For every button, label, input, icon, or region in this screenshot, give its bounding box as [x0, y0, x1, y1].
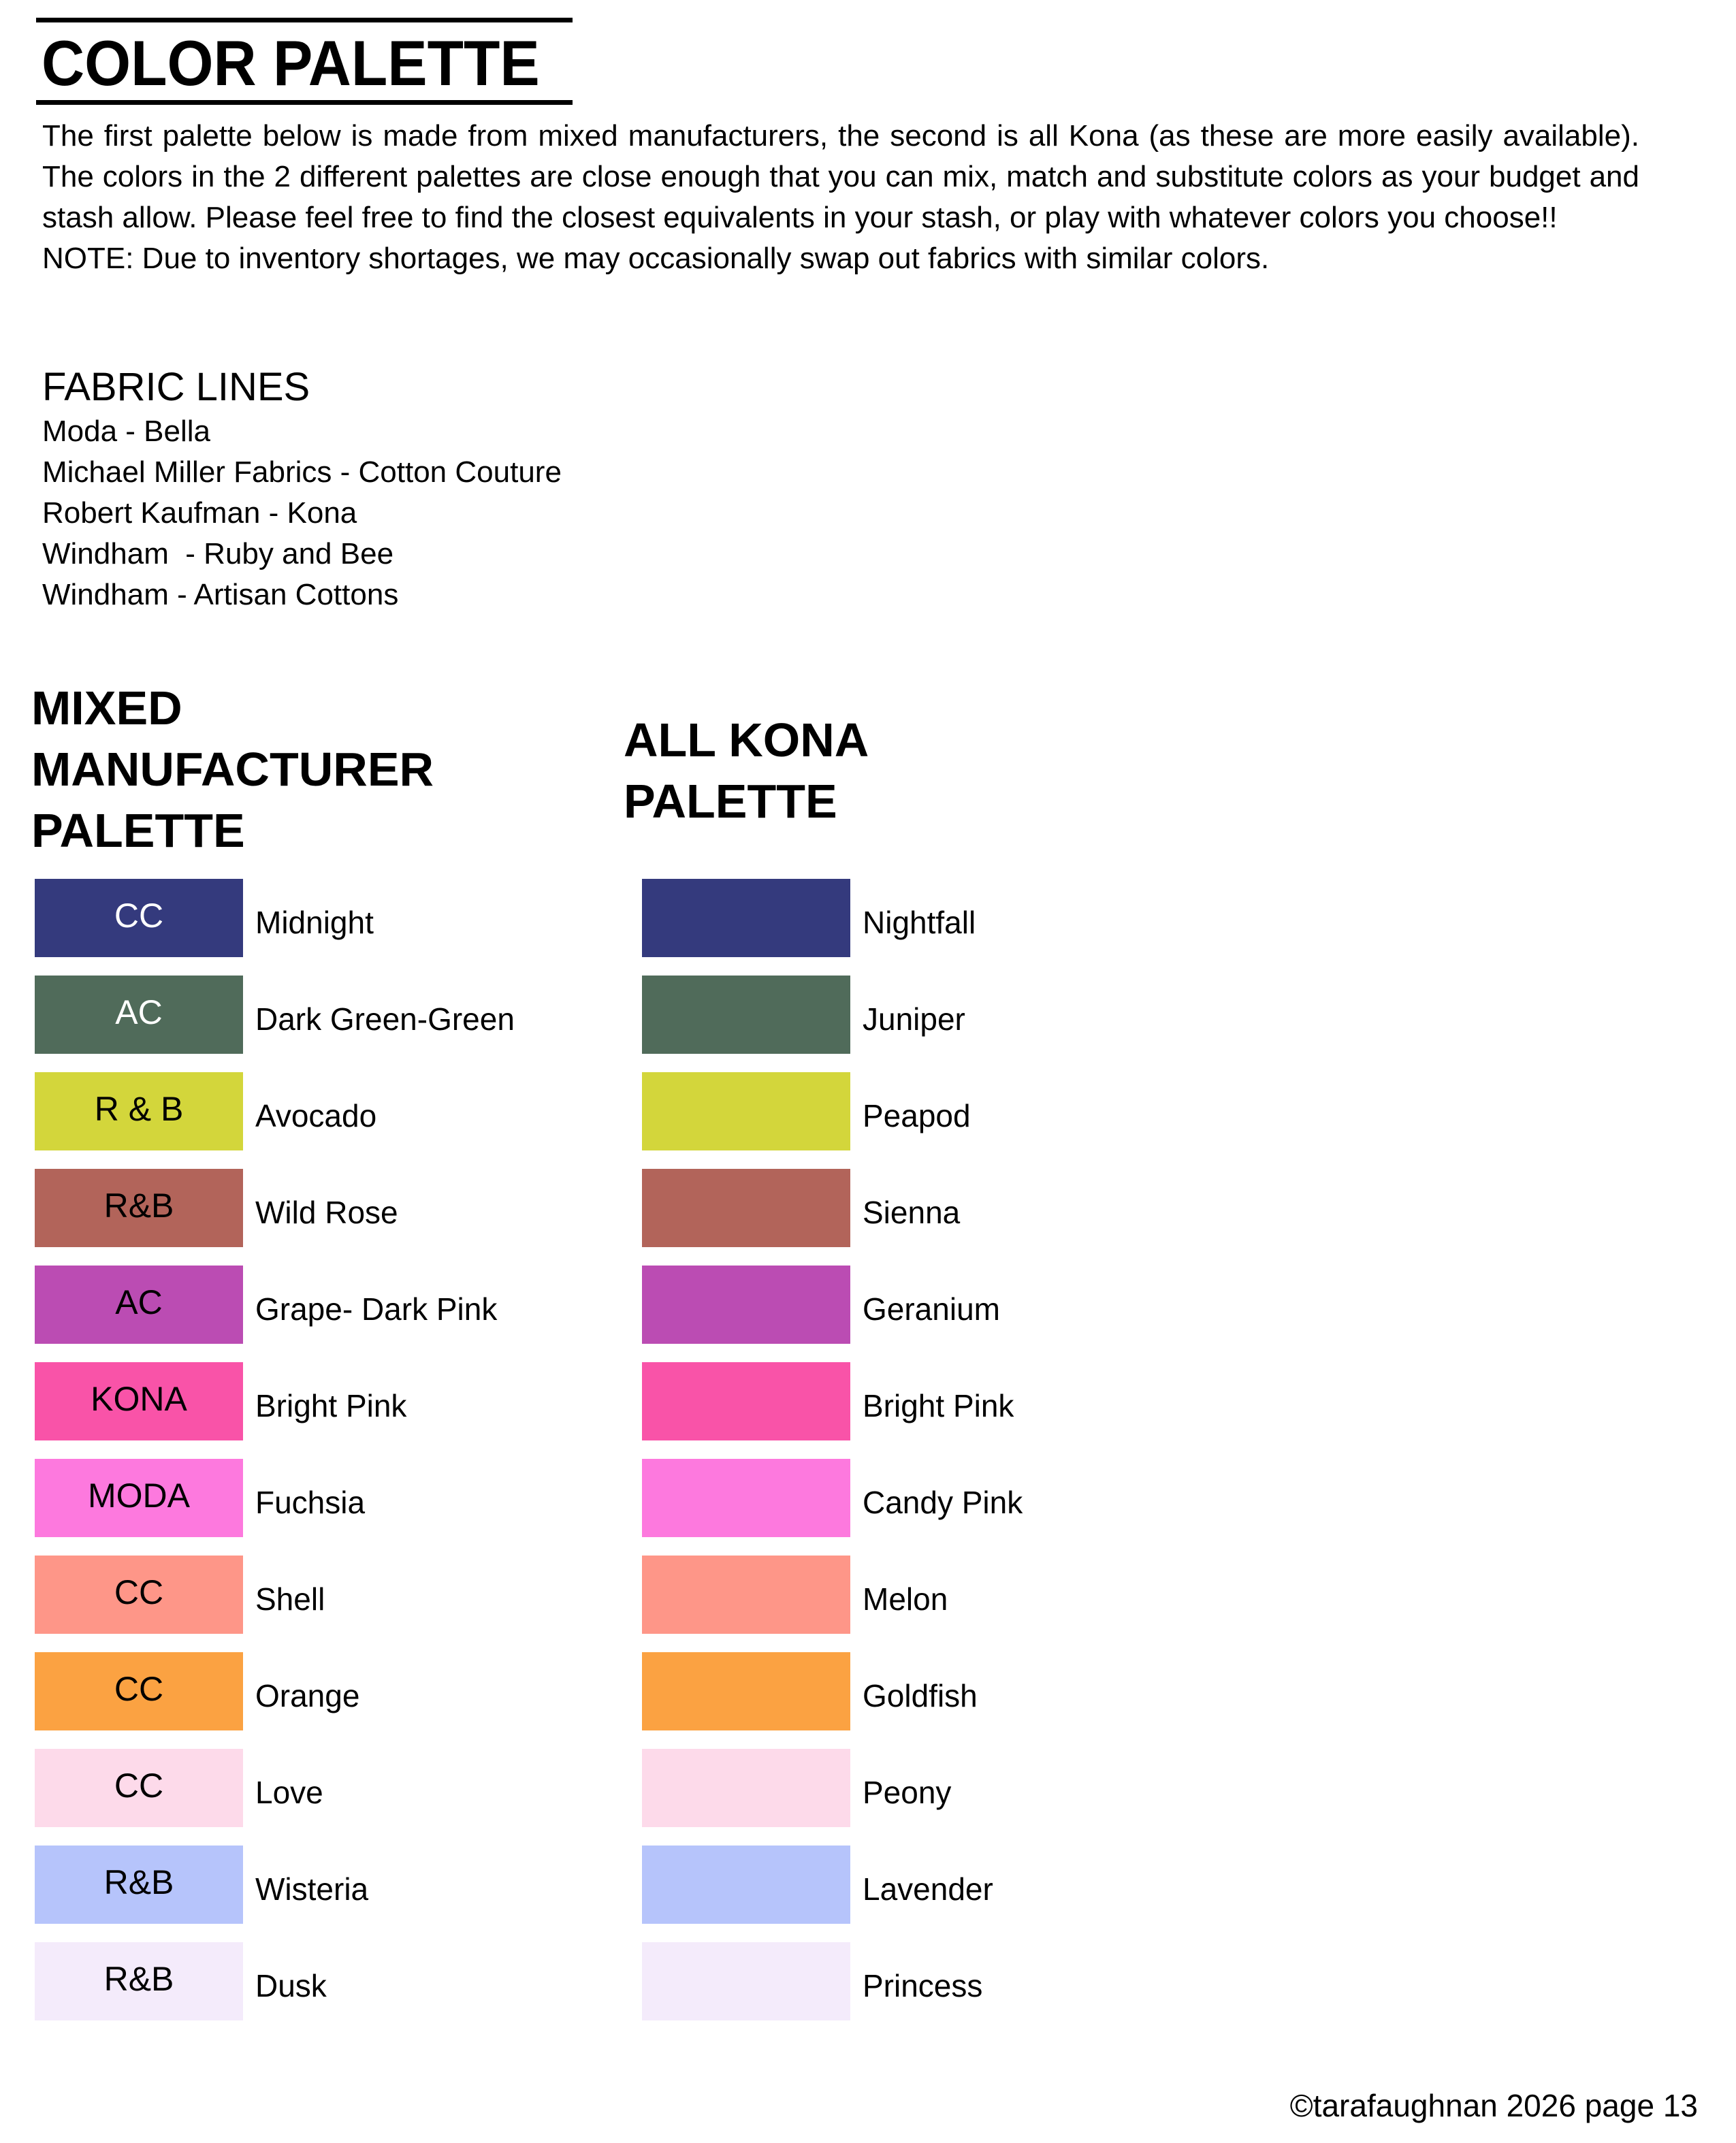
heading-line: MIXED [31, 681, 182, 735]
color-name: Peapod [863, 1097, 971, 1133]
swatch-row [35, 1749, 323, 1827]
color-swatch [35, 1266, 243, 1344]
swatch-row [35, 879, 374, 957]
swatch-row [35, 1556, 325, 1634]
fabric-line-item: Windham - Artisan Cottons [42, 578, 399, 611]
color-name: Melon [863, 1581, 948, 1617]
color-name: Lavender [863, 1871, 993, 1907]
intro-paragraph: The first palette below is made from mixed manufacturers, the second is all Kona (as these are more easily available). The colors in the 2 different palettes are close enough that you can mix, match and substitute colors as your budget and stash allow. Please feel free to find the closest equivalents in your stash, or play with whatever colors you choose!! [42, 119, 1639, 234]
color-swatch [642, 1362, 850, 1440]
color-swatch [35, 1846, 243, 1924]
color-swatch [35, 1749, 243, 1827]
color-name: Goldfish [863, 1677, 978, 1713]
intro-text [42, 116, 1639, 279]
color-name: Juniper [863, 1001, 965, 1037]
color-swatch [642, 1266, 850, 1344]
color-name: Wisteria [255, 1871, 369, 1907]
swatch-row [642, 1072, 971, 1150]
swatch-row [642, 1749, 951, 1827]
color-name: Shell [255, 1581, 325, 1617]
swatch-row [35, 1942, 327, 2020]
color-swatch [642, 1749, 850, 1827]
heading-line: MANUFACTURER [31, 743, 434, 796]
swatch-row [35, 976, 515, 1054]
color-name: Dusk [255, 1967, 327, 2003]
color-swatch [642, 1846, 850, 1924]
manufacturer-code: CC [114, 896, 164, 935]
color-swatch [35, 1942, 243, 2020]
color-swatch [35, 1362, 243, 1440]
color-name: Bright Pink [863, 1387, 1014, 1423]
fabric-line-item: Robert Kaufman - Kona [42, 496, 357, 530]
mixed-palette-heading [31, 677, 434, 861]
color-name: Nightfall [863, 904, 976, 940]
color-swatch [642, 976, 850, 1054]
color-name: Dark Green-Green [255, 1001, 515, 1037]
swatch-row [35, 1362, 406, 1440]
page-title: COLOR PALETTE [42, 27, 540, 99]
color-swatch [642, 1942, 850, 2020]
page-footer: ©tarafaughnan 2026 page 13 [1289, 2088, 1698, 2123]
swatch-row [642, 1652, 978, 1730]
swatch-row [35, 1169, 398, 1247]
color-swatch [642, 1556, 850, 1634]
manufacturer-code: CC [114, 1766, 164, 1805]
swatch-row [35, 1652, 359, 1730]
heading-line: ALL KONA [624, 713, 869, 767]
swatch-row [642, 1266, 1000, 1344]
manufacturer-code: KONA [91, 1379, 187, 1418]
fabric-line-item: Michael Miller Fabrics - Cotton Couture [42, 455, 562, 489]
color-name: Wild Rose [255, 1194, 398, 1230]
color-name: Avocado [255, 1097, 377, 1133]
swatch-row [642, 1459, 1023, 1537]
color-swatch [35, 879, 243, 957]
swatch-row [642, 1556, 948, 1634]
color-swatch [642, 1072, 850, 1150]
color-name: Princess [863, 1967, 983, 2003]
color-swatch [35, 1169, 243, 1247]
manufacturer-code: AC [115, 993, 163, 1031]
manufacturer-code: R&B [103, 1959, 174, 1998]
color-name: Bright Pink [255, 1387, 407, 1423]
title-block [36, 18, 573, 105]
swatch-row [642, 879, 976, 957]
heading-line: PALETTE [31, 804, 245, 857]
color-name: Orange [255, 1677, 360, 1713]
fabric-lines-list [42, 411, 562, 615]
heading-line: PALETTE [624, 775, 837, 828]
color-name: Grape- Dark Pink [255, 1291, 498, 1327]
intro-note: NOTE: Due to inventory shortages, we may occasionally swap out fabrics with similar colors. [42, 242, 1270, 275]
color-name: Love [255, 1774, 323, 1810]
fabric-lines-heading: FABRIC LINES [42, 365, 310, 409]
swatch-row [642, 1169, 960, 1247]
color-swatch [642, 1459, 850, 1537]
color-name: Peony [863, 1774, 952, 1810]
color-swatch [642, 879, 850, 957]
color-swatch [642, 1169, 850, 1247]
fabric-lines-section [42, 364, 562, 615]
manufacturer-code: R & B [94, 1089, 184, 1128]
color-swatch [35, 1556, 243, 1634]
color-swatch [35, 1459, 243, 1537]
color-name: Fuchsia [255, 1484, 366, 1520]
swatch-row [642, 1362, 1014, 1440]
color-name: Geranium [863, 1291, 1000, 1327]
color-swatch [35, 1072, 243, 1150]
swatch-row [35, 1072, 376, 1150]
color-name: Sienna [863, 1194, 961, 1230]
manufacturer-code: CC [114, 1573, 164, 1611]
color-swatch [642, 1652, 850, 1730]
fabric-line-item: Windham - Ruby and Bee [42, 537, 394, 570]
swatch-row [642, 1846, 993, 1924]
swatch-row [35, 1846, 368, 1924]
kona-palette-heading [624, 709, 869, 832]
fabric-line-item: Moda - Bella [42, 415, 211, 448]
manufacturer-code: R&B [103, 1186, 174, 1225]
swatch-row [642, 1942, 982, 2020]
manufacturer-code: R&B [103, 1863, 174, 1901]
swatch-row [35, 1459, 365, 1537]
manufacturer-code: CC [114, 1669, 164, 1708]
color-swatch [35, 976, 243, 1054]
swatch-row [35, 1266, 497, 1344]
color-name: Midnight [255, 904, 374, 940]
color-swatch [35, 1652, 243, 1730]
swatch-row [642, 976, 965, 1054]
manufacturer-code: MODA [88, 1476, 190, 1515]
manufacturer-code: AC [115, 1283, 163, 1321]
color-name: Candy Pink [863, 1484, 1023, 1520]
